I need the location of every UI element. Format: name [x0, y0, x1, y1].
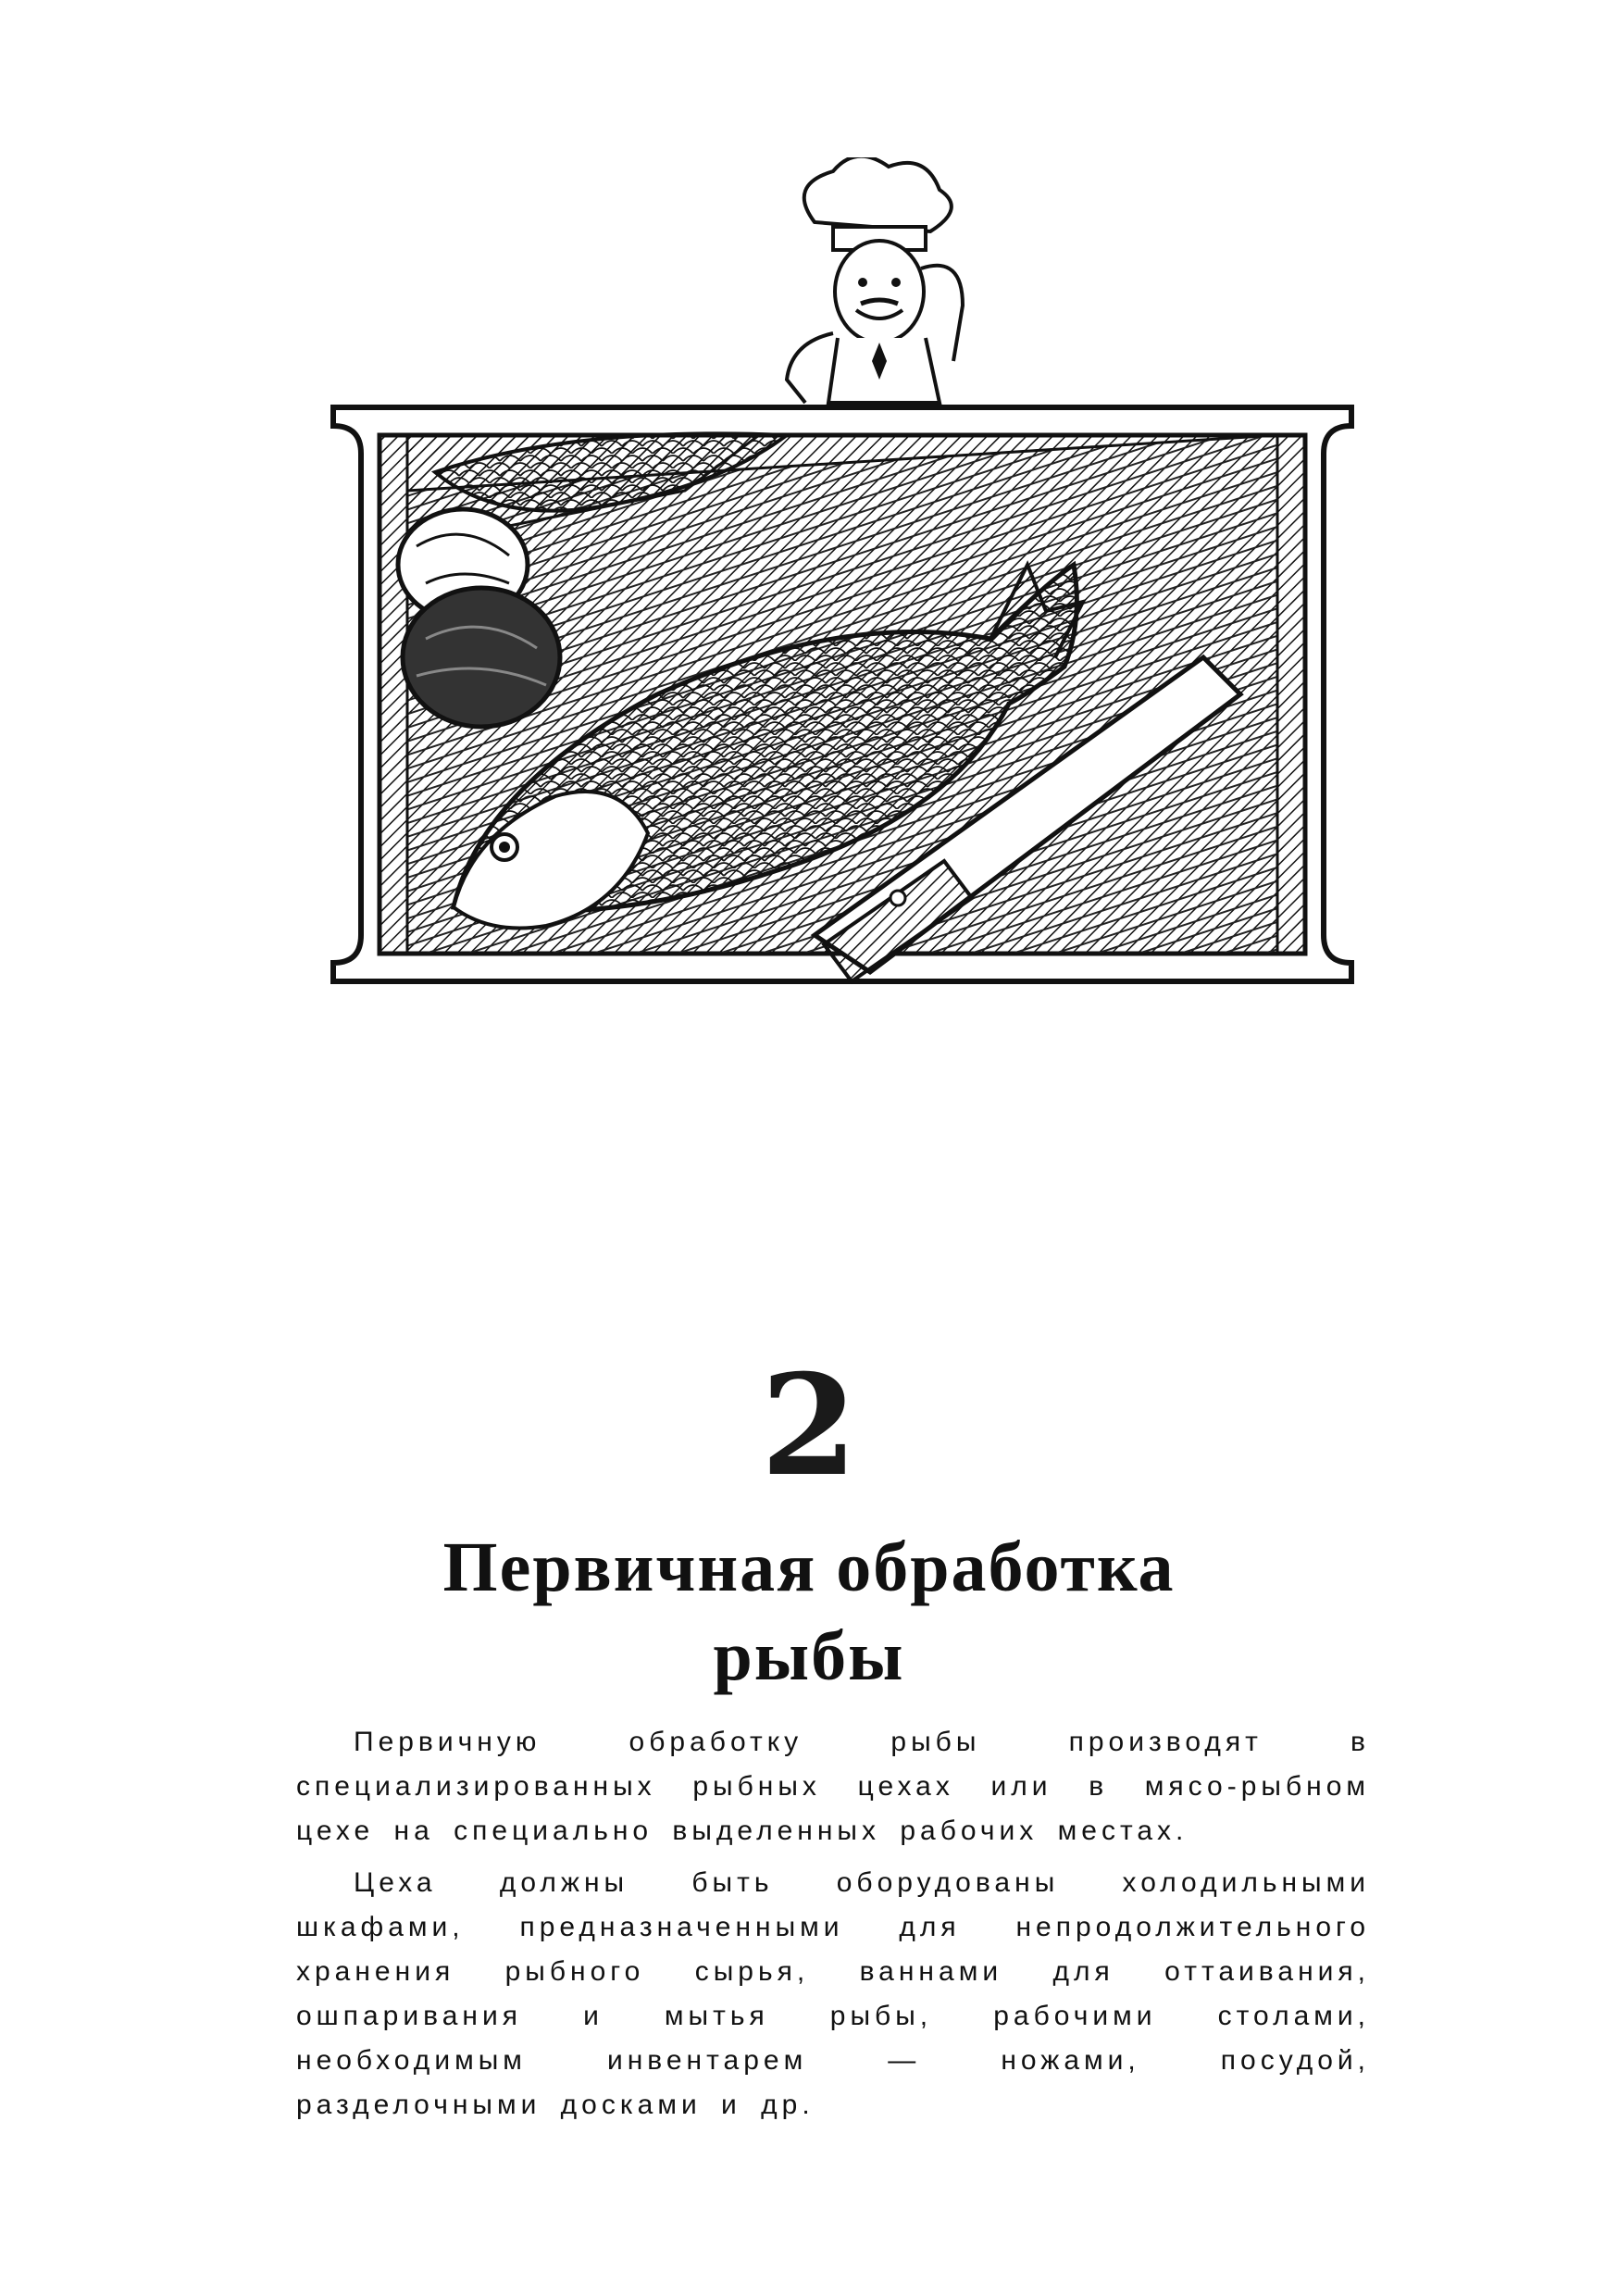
chapter-title	[0, 1523, 1618, 1701]
chef-figure	[787, 157, 963, 403]
paragraph-2: Цеха должны быть оборудованы холодильными шкафами, предназначенными для непродолжительного хранения рыбного сырья, ваннами для оттаивания, ошпаривания и мытья рыбы, рабочими столами, необходимым инвентарем — ножами, посудой, разделочными досками и др.	[296, 1867, 1370, 2120]
chapter-title-line-1: Первичная обработка	[442, 1529, 1176, 1606]
paragraph-1: Первичную обработку рыбы производят в специализированных рыбных цехах или в мясо-рыбном цехе на специально выделенных рабочих местах.	[296, 1727, 1370, 1846]
chapter-body	[296, 1720, 1370, 2135]
chapter-title-line-2: рыбы	[713, 1617, 905, 1695]
chapter-illustration	[296, 157, 1388, 1287]
chapter-number: 2	[760, 1344, 858, 1507]
